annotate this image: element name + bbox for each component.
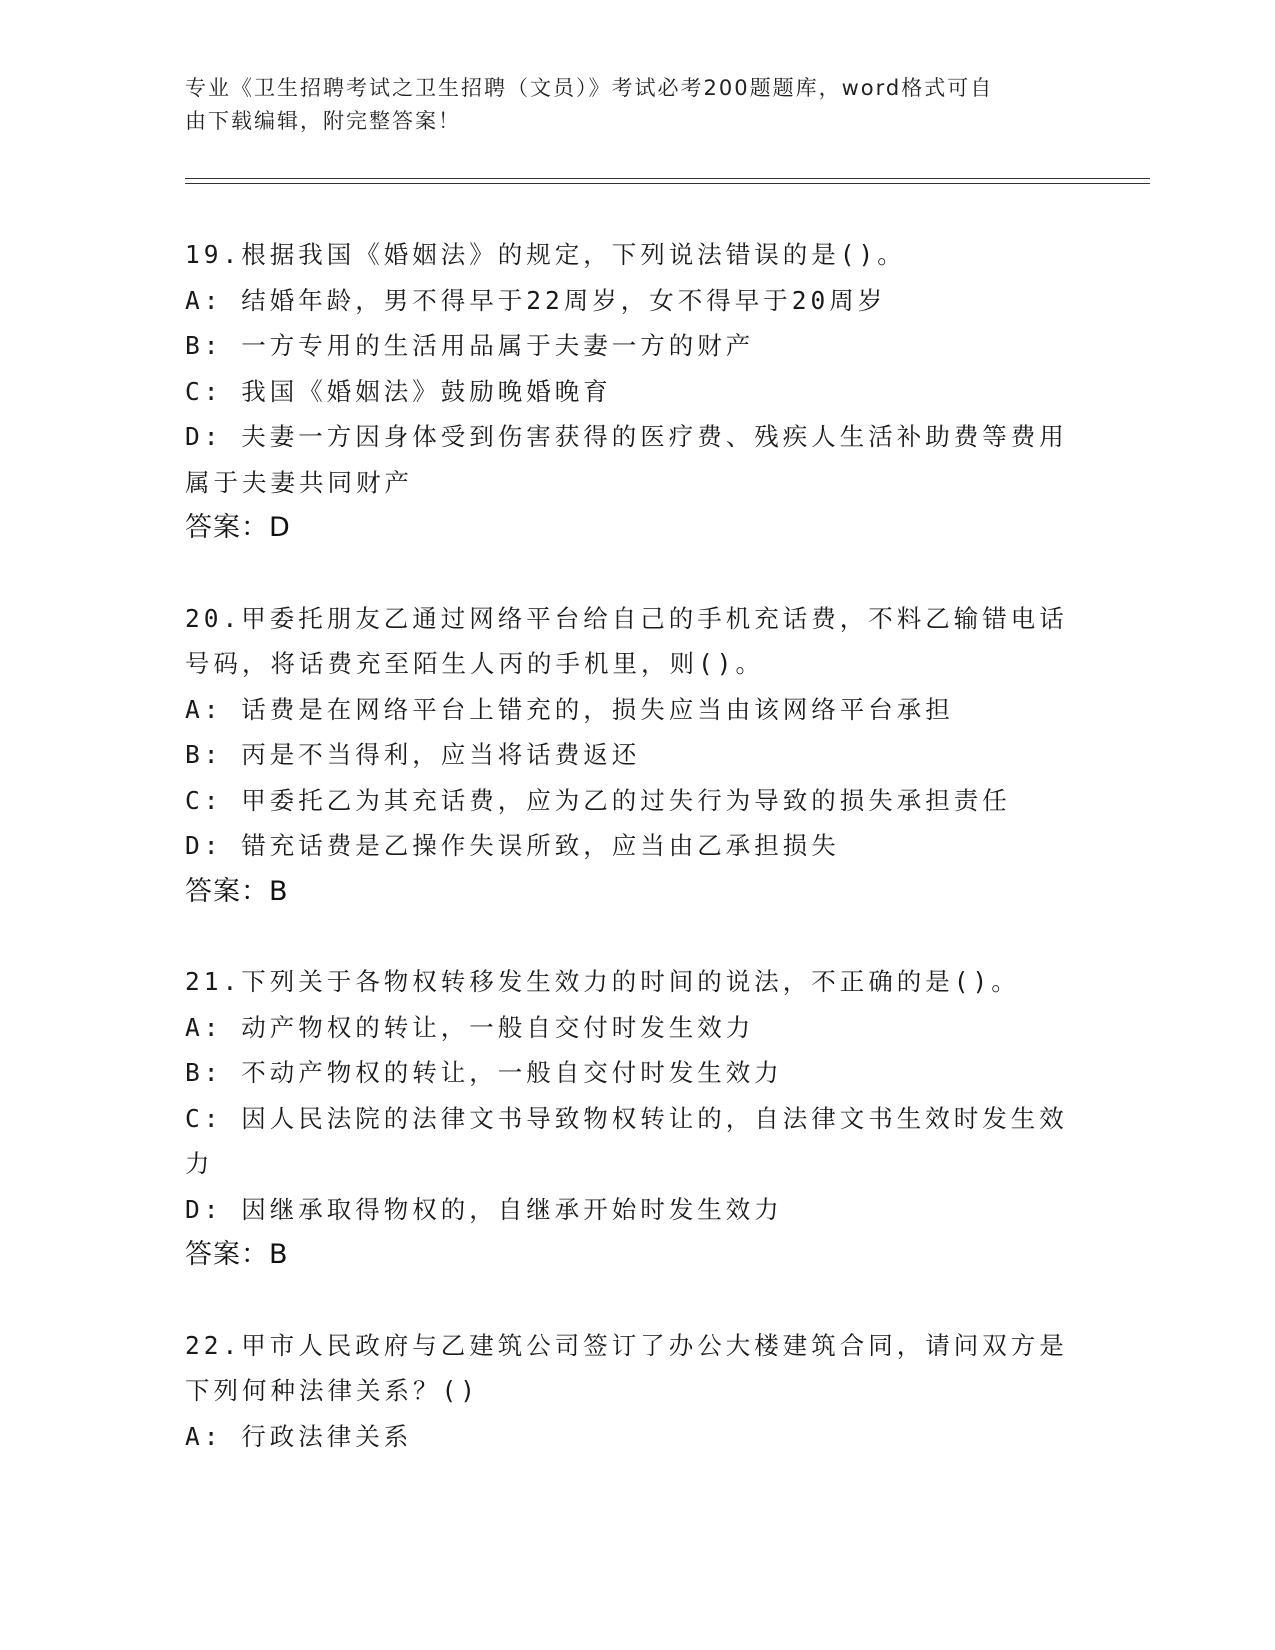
option-line: 属于夫妻共同财产 bbox=[185, 467, 413, 497]
answer-line: 答案：B bbox=[185, 1239, 289, 1270]
question-stem-line: 下列何种法律关系？() bbox=[185, 1376, 479, 1405]
option-line: A: 行政法律关系 bbox=[185, 1421, 413, 1451]
option-line: B: 一方专用的生活用品属于夫妻一方的财产 bbox=[185, 331, 755, 360]
answer-line: 答案：B bbox=[185, 875, 289, 907]
question-stem-line: 22.甲市人民政府与乙建筑公司签订了办公大楼建筑合同，请问双方是 bbox=[185, 1330, 1068, 1360]
question-stem-line: 号码，将话费充至陌生人丙的手机里，则()。 bbox=[185, 649, 764, 678]
question-list bbox=[185, 232, 1085, 1459]
document-header bbox=[185, 72, 1075, 138]
option-line: D: 因继承取得物权的，自继承开始时发生效力 bbox=[185, 1194, 783, 1224]
option-line: D: 错充话费是乙操作失误所致，应当由乙承担损失 bbox=[185, 831, 840, 860]
answer-line: 答案：D bbox=[185, 512, 291, 543]
question-block bbox=[185, 1323, 1085, 1460]
question-block bbox=[185, 959, 1085, 1278]
option-line: B: 丙是不当得利，应当将话费返还 bbox=[185, 740, 641, 769]
option-line: 力 bbox=[185, 1149, 214, 1178]
option-line: C: 我国《婚姻法》鼓励晚婚晚育 bbox=[185, 376, 612, 406]
question-block bbox=[185, 232, 1085, 551]
option-line: A: 动产物权的转让，一般自交付时发生效力 bbox=[185, 1012, 755, 1042]
header-divider-top bbox=[185, 178, 1150, 179]
option-line: C: 因人民法院的法律文书导致物权转让的，自法律文书生效时发生效 bbox=[185, 1103, 1068, 1133]
option-line: B: 不动产物权的转让，一般自交付时发生效力 bbox=[185, 1058, 783, 1087]
header-line-1: 专业《卫生招聘考试之卫生招聘（文员）》考试必考200题题库，word格式可自 bbox=[185, 76, 994, 100]
option-line: D: 夫妻一方因身体受到伤害获得的医疗费、残疾人生活补助费等费用 bbox=[185, 422, 1068, 451]
header-line-2: 由下载编辑，附完整答案！ bbox=[185, 109, 461, 133]
question-stem-line: 19.根据我国《婚姻法》的规定，下列说法错误的是()。 bbox=[185, 240, 906, 269]
header-divider-bottom bbox=[185, 183, 1150, 184]
question-stem-line: 21.下列关于各物权转移发生效力的时间的说法，不正确的是()。 bbox=[185, 967, 1020, 996]
option-line: A: 话费是在网络平台上错充的，损失应当由该网络平台承担 bbox=[185, 694, 954, 724]
option-line: A: 结婚年龄，男不得早于22周岁，女不得早于20周岁 bbox=[185, 285, 887, 315]
question-stem-line: 20.甲委托朋友乙通过网络平台给自己的手机充话费，不料乙输错电话 bbox=[185, 603, 1068, 633]
question-block bbox=[185, 596, 1085, 915]
option-line: C: 甲委托乙为其充话费，应为乙的过失行为导致的损失承担责任 bbox=[185, 785, 1011, 815]
